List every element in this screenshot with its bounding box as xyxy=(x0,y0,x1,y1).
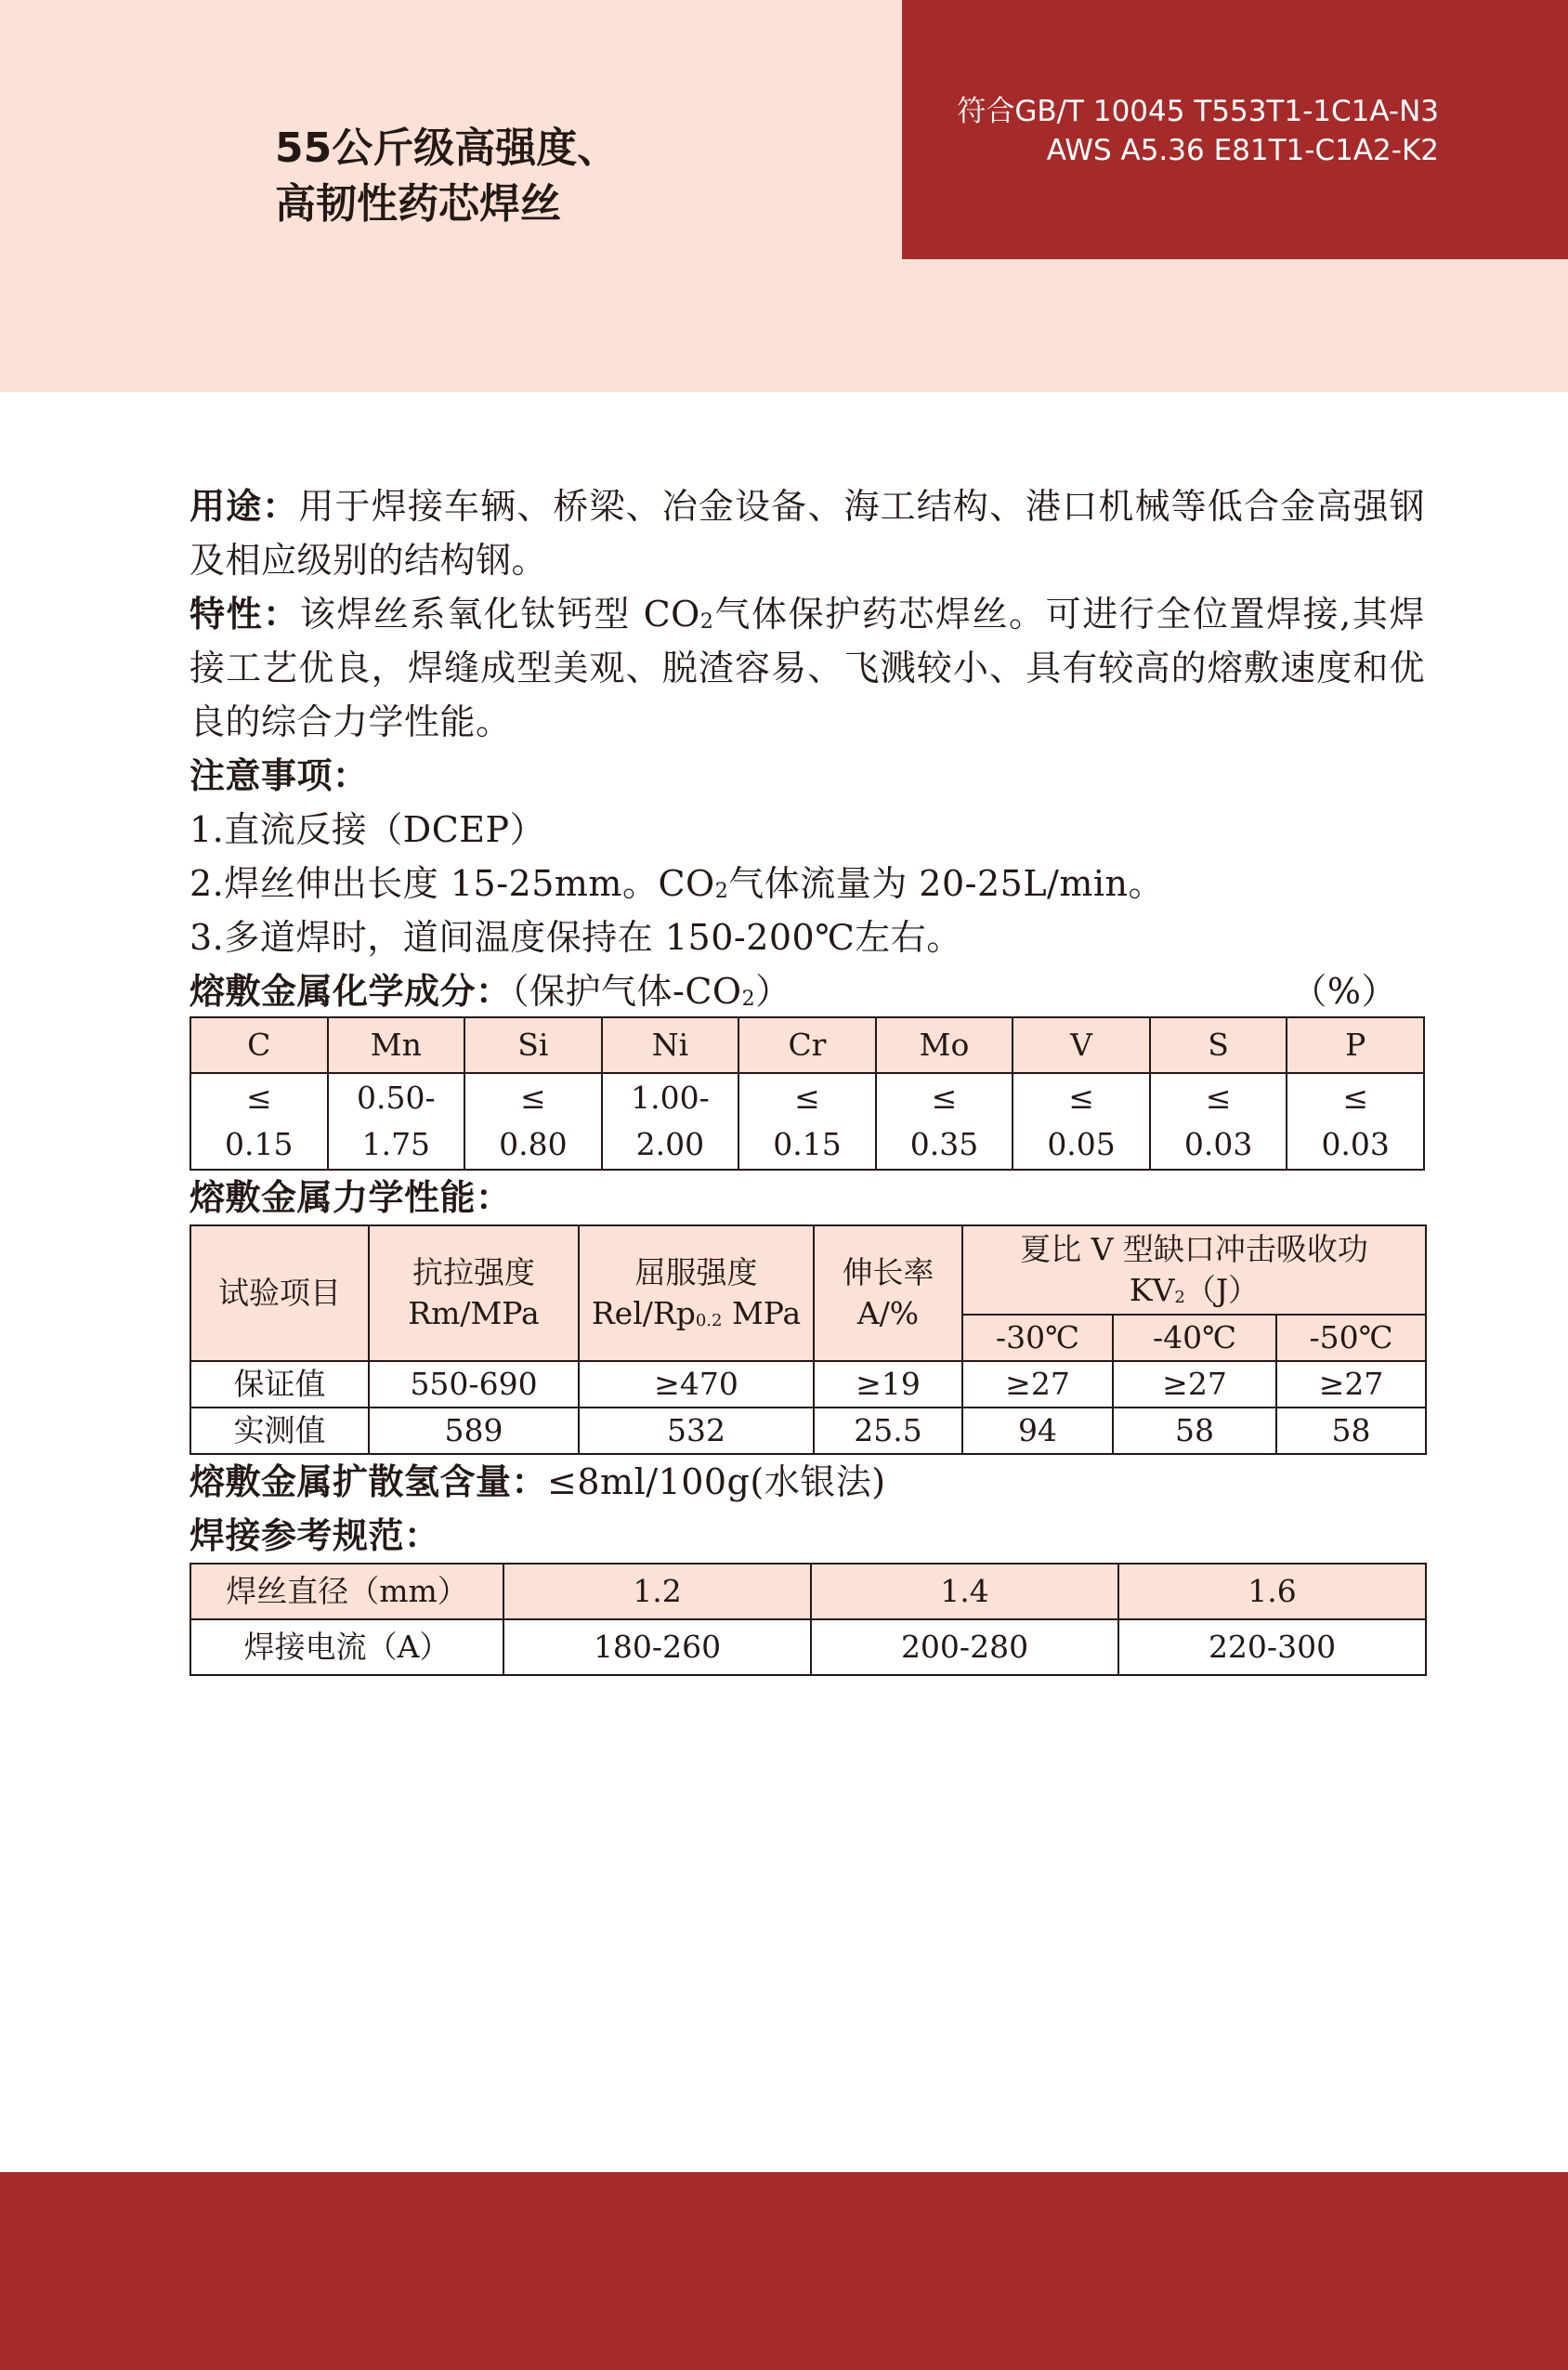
mech-header-impact-2sub: 2 xyxy=(1174,1288,1185,1307)
note-item-2-after: 气体流量为 20-25L/min。 xyxy=(728,863,1165,904)
mech-header-tensile-1: 抗拉强度 xyxy=(412,1254,535,1290)
welding-row-current xyxy=(190,1619,1426,1675)
mech-header-elongation xyxy=(814,1225,962,1361)
chem-value-line1: ≤ xyxy=(245,1080,272,1116)
chemistry-table xyxy=(189,1016,1425,1171)
mech-header-impact-1: 夏比 V 型缺口冲击吸收功 xyxy=(1020,1231,1368,1267)
mech-temp-40: -40℃ xyxy=(1113,1315,1276,1361)
chem-header-si: Si xyxy=(464,1017,602,1073)
welding-row-diameter xyxy=(190,1564,1426,1619)
mech-row-name: 实测值 xyxy=(190,1408,369,1454)
mech-header-yield-2b: MPa xyxy=(722,1295,802,1331)
chem-header-p: P xyxy=(1287,1017,1424,1073)
notes-label: 注意事项： xyxy=(189,755,369,796)
mech-header-yield-2a: Rel/Rp xyxy=(591,1295,696,1331)
chem-value-line2: 1.75 xyxy=(361,1126,431,1162)
title-line-2: 高韧性药芯焊丝 xyxy=(275,180,561,228)
usage-paragraph xyxy=(189,479,1425,587)
mech-header-impact-2 xyxy=(963,1270,1425,1311)
chem-value-line1: ≤ xyxy=(1068,1080,1094,1116)
features-sub: 2 xyxy=(699,610,714,634)
chem-value-s xyxy=(1150,1073,1287,1170)
mechanical-label: 熔敷金属力学性能： xyxy=(189,1177,512,1218)
chem-header-v: V xyxy=(1013,1017,1150,1073)
chem-value-line2: 0.15 xyxy=(225,1126,294,1162)
mech-cell: 25.5 xyxy=(814,1408,962,1454)
chem-header-mn: Mn xyxy=(328,1017,465,1073)
chemistry-gas-after: ） xyxy=(755,971,791,1012)
mech-row-name: 保证值 xyxy=(190,1361,369,1408)
note-item-2 xyxy=(189,857,1425,910)
title-line-1: 55公斤级高强度、 xyxy=(275,124,619,172)
chem-header-mo: Mo xyxy=(876,1017,1013,1073)
chemistry-gas-before: （保护气体-CO xyxy=(511,971,742,1012)
mech-cell: ≥27 xyxy=(1113,1361,1276,1408)
features-text-before: 该焊丝系氧化钛钙型 CO xyxy=(299,594,700,635)
mech-cell: 532 xyxy=(579,1408,814,1454)
mech-header-elong-2: A/% xyxy=(856,1295,920,1331)
chem-value-line1: ≤ xyxy=(1342,1080,1369,1116)
welding-cell: 1.6 xyxy=(1118,1564,1426,1619)
mech-cell: 550-690 xyxy=(369,1361,579,1408)
welding-cell: 180-260 xyxy=(503,1619,811,1675)
welding-row-label: 焊接电流（A） xyxy=(190,1619,503,1675)
features-paragraph xyxy=(189,587,1425,749)
chemistry-heading xyxy=(189,964,1425,1016)
mech-header-yield-2sub: 0.2 xyxy=(695,1311,723,1330)
mech-header-impact-2b: （J） xyxy=(1184,1272,1260,1308)
chem-value-line2: 0.03 xyxy=(1321,1126,1390,1162)
mech-cell: 94 xyxy=(962,1408,1113,1454)
chemistry-label: 熔敷金属化学成分： xyxy=(189,971,512,1012)
welding-cell: 1.2 xyxy=(503,1564,811,1619)
welding-cell: 200-280 xyxy=(811,1619,1118,1675)
chemistry-gas-sub: 2 xyxy=(741,988,756,1011)
chem-value-mo xyxy=(876,1073,1013,1170)
chem-value-si xyxy=(464,1073,602,1170)
chemistry-unit: （%） xyxy=(1291,971,1397,1012)
chem-value-line2: 0.35 xyxy=(909,1126,979,1162)
note-item-2-before: 2.焊丝伸出长度 15-25mm。CO xyxy=(189,863,715,904)
chem-value-line1: 1.00- xyxy=(631,1080,710,1116)
chem-header-s: S xyxy=(1150,1017,1287,1073)
chem-value-line1: 0.50- xyxy=(357,1080,436,1116)
chem-value-line1: ≤ xyxy=(1205,1080,1232,1116)
chemistry-heading-left xyxy=(189,964,791,1018)
mech-temp-50: -50℃ xyxy=(1276,1315,1426,1361)
chem-value-line2: 0.03 xyxy=(1183,1126,1253,1162)
chemistry-header-row xyxy=(190,1017,1424,1073)
chem-value-ni xyxy=(602,1073,739,1170)
chem-value-line2: 0.15 xyxy=(773,1126,842,1162)
mech-header-yield-2 xyxy=(580,1293,813,1334)
welding-row-label: 焊丝直径（mm） xyxy=(190,1564,503,1619)
note-item-1: 1.直流反接（DCEP） xyxy=(189,809,546,850)
hydrogen-value: ≤8ml/100g(水银法) xyxy=(547,1461,886,1502)
mech-cell: 58 xyxy=(1276,1408,1426,1454)
chem-header-c: C xyxy=(190,1017,328,1073)
mechanical-table xyxy=(189,1224,1427,1455)
mech-header-yield xyxy=(579,1225,814,1361)
mech-cell: ≥470 xyxy=(579,1361,814,1408)
chem-value-line1: ≤ xyxy=(931,1080,958,1116)
chem-header-cr: Cr xyxy=(738,1017,876,1073)
chem-value-line2: 0.05 xyxy=(1047,1126,1116,1162)
mech-temp-30: -30℃ xyxy=(962,1315,1113,1361)
mech-header-impact-2a: KV xyxy=(1129,1272,1175,1308)
chem-value-line1: ≤ xyxy=(794,1080,820,1116)
mech-header-row-1 xyxy=(190,1225,1426,1315)
hydrogen-label: 熔敷金属扩散氢含量： xyxy=(189,1461,548,1502)
standard-box xyxy=(902,0,1568,259)
chem-header-ni: Ni xyxy=(602,1017,739,1073)
standard-line-1: 符合GB/T 10045 T553T1-1C1A-N3 xyxy=(957,95,1439,128)
chemistry-value-row xyxy=(190,1073,1424,1170)
usage-label: 用途： xyxy=(189,486,299,527)
hydrogen-line xyxy=(189,1455,1425,1509)
footer-band xyxy=(0,2172,1568,2370)
mech-header-elong-1: 伸长率 xyxy=(842,1254,934,1290)
chem-value-p xyxy=(1287,1073,1424,1170)
mech-header-yield-1: 屈服强度 xyxy=(634,1254,758,1290)
chem-value-mn xyxy=(328,1073,465,1170)
standard-line-2: AWS A5.36 E81T1-C1A2-K2 xyxy=(1046,134,1439,167)
chem-value-v xyxy=(1013,1073,1150,1170)
mech-header-tensile-2: Rm/MPa xyxy=(408,1295,540,1331)
mech-cell: ≥27 xyxy=(962,1361,1113,1408)
chem-value-c xyxy=(190,1073,328,1170)
mech-cell: 589 xyxy=(369,1408,579,1454)
mech-row-measured xyxy=(190,1408,1426,1454)
mech-header-item: 试验项目 xyxy=(190,1225,369,1361)
mech-header-impact xyxy=(962,1225,1426,1315)
features-text-after: 气体保护药芯焊丝。可进行全位置焊接,其焊接工艺优良，焊缝成型美观、脱渣容易、飞溅较小、具有较高的熔敷速度和优良的综合力学性能。 xyxy=(189,594,1425,742)
note-item-2-sub: 2 xyxy=(714,880,729,903)
mech-header-tensile xyxy=(369,1225,579,1361)
welding-cell: 1.4 xyxy=(811,1564,1118,1619)
chem-value-cr xyxy=(738,1073,876,1170)
main-content xyxy=(189,479,1425,1676)
features-label: 特性： xyxy=(189,594,300,635)
product-title xyxy=(275,121,832,232)
mech-cell: ≥19 xyxy=(814,1361,962,1408)
chem-value-line2: 0.80 xyxy=(499,1126,568,1162)
mech-cell: ≥27 xyxy=(1276,1361,1426,1408)
note-item-3: 3.多道焊时，道间温度保持在 150-200℃左右。 xyxy=(189,917,962,958)
welding-cell: 220-300 xyxy=(1118,1619,1426,1675)
chem-value-line2: 2.00 xyxy=(635,1126,705,1162)
usage-text: 用于焊接车辆、桥梁、冶金设备、海工结构、港口机械等低合金高强钢及相应级别的结构钢。 xyxy=(189,486,1425,581)
chem-value-line1: ≤ xyxy=(520,1080,546,1116)
mech-row-guaranteed xyxy=(190,1361,1426,1408)
welding-table xyxy=(189,1563,1427,1676)
mech-cell: 58 xyxy=(1113,1408,1276,1454)
welding-label: 焊接参考规范： xyxy=(189,1515,440,1556)
